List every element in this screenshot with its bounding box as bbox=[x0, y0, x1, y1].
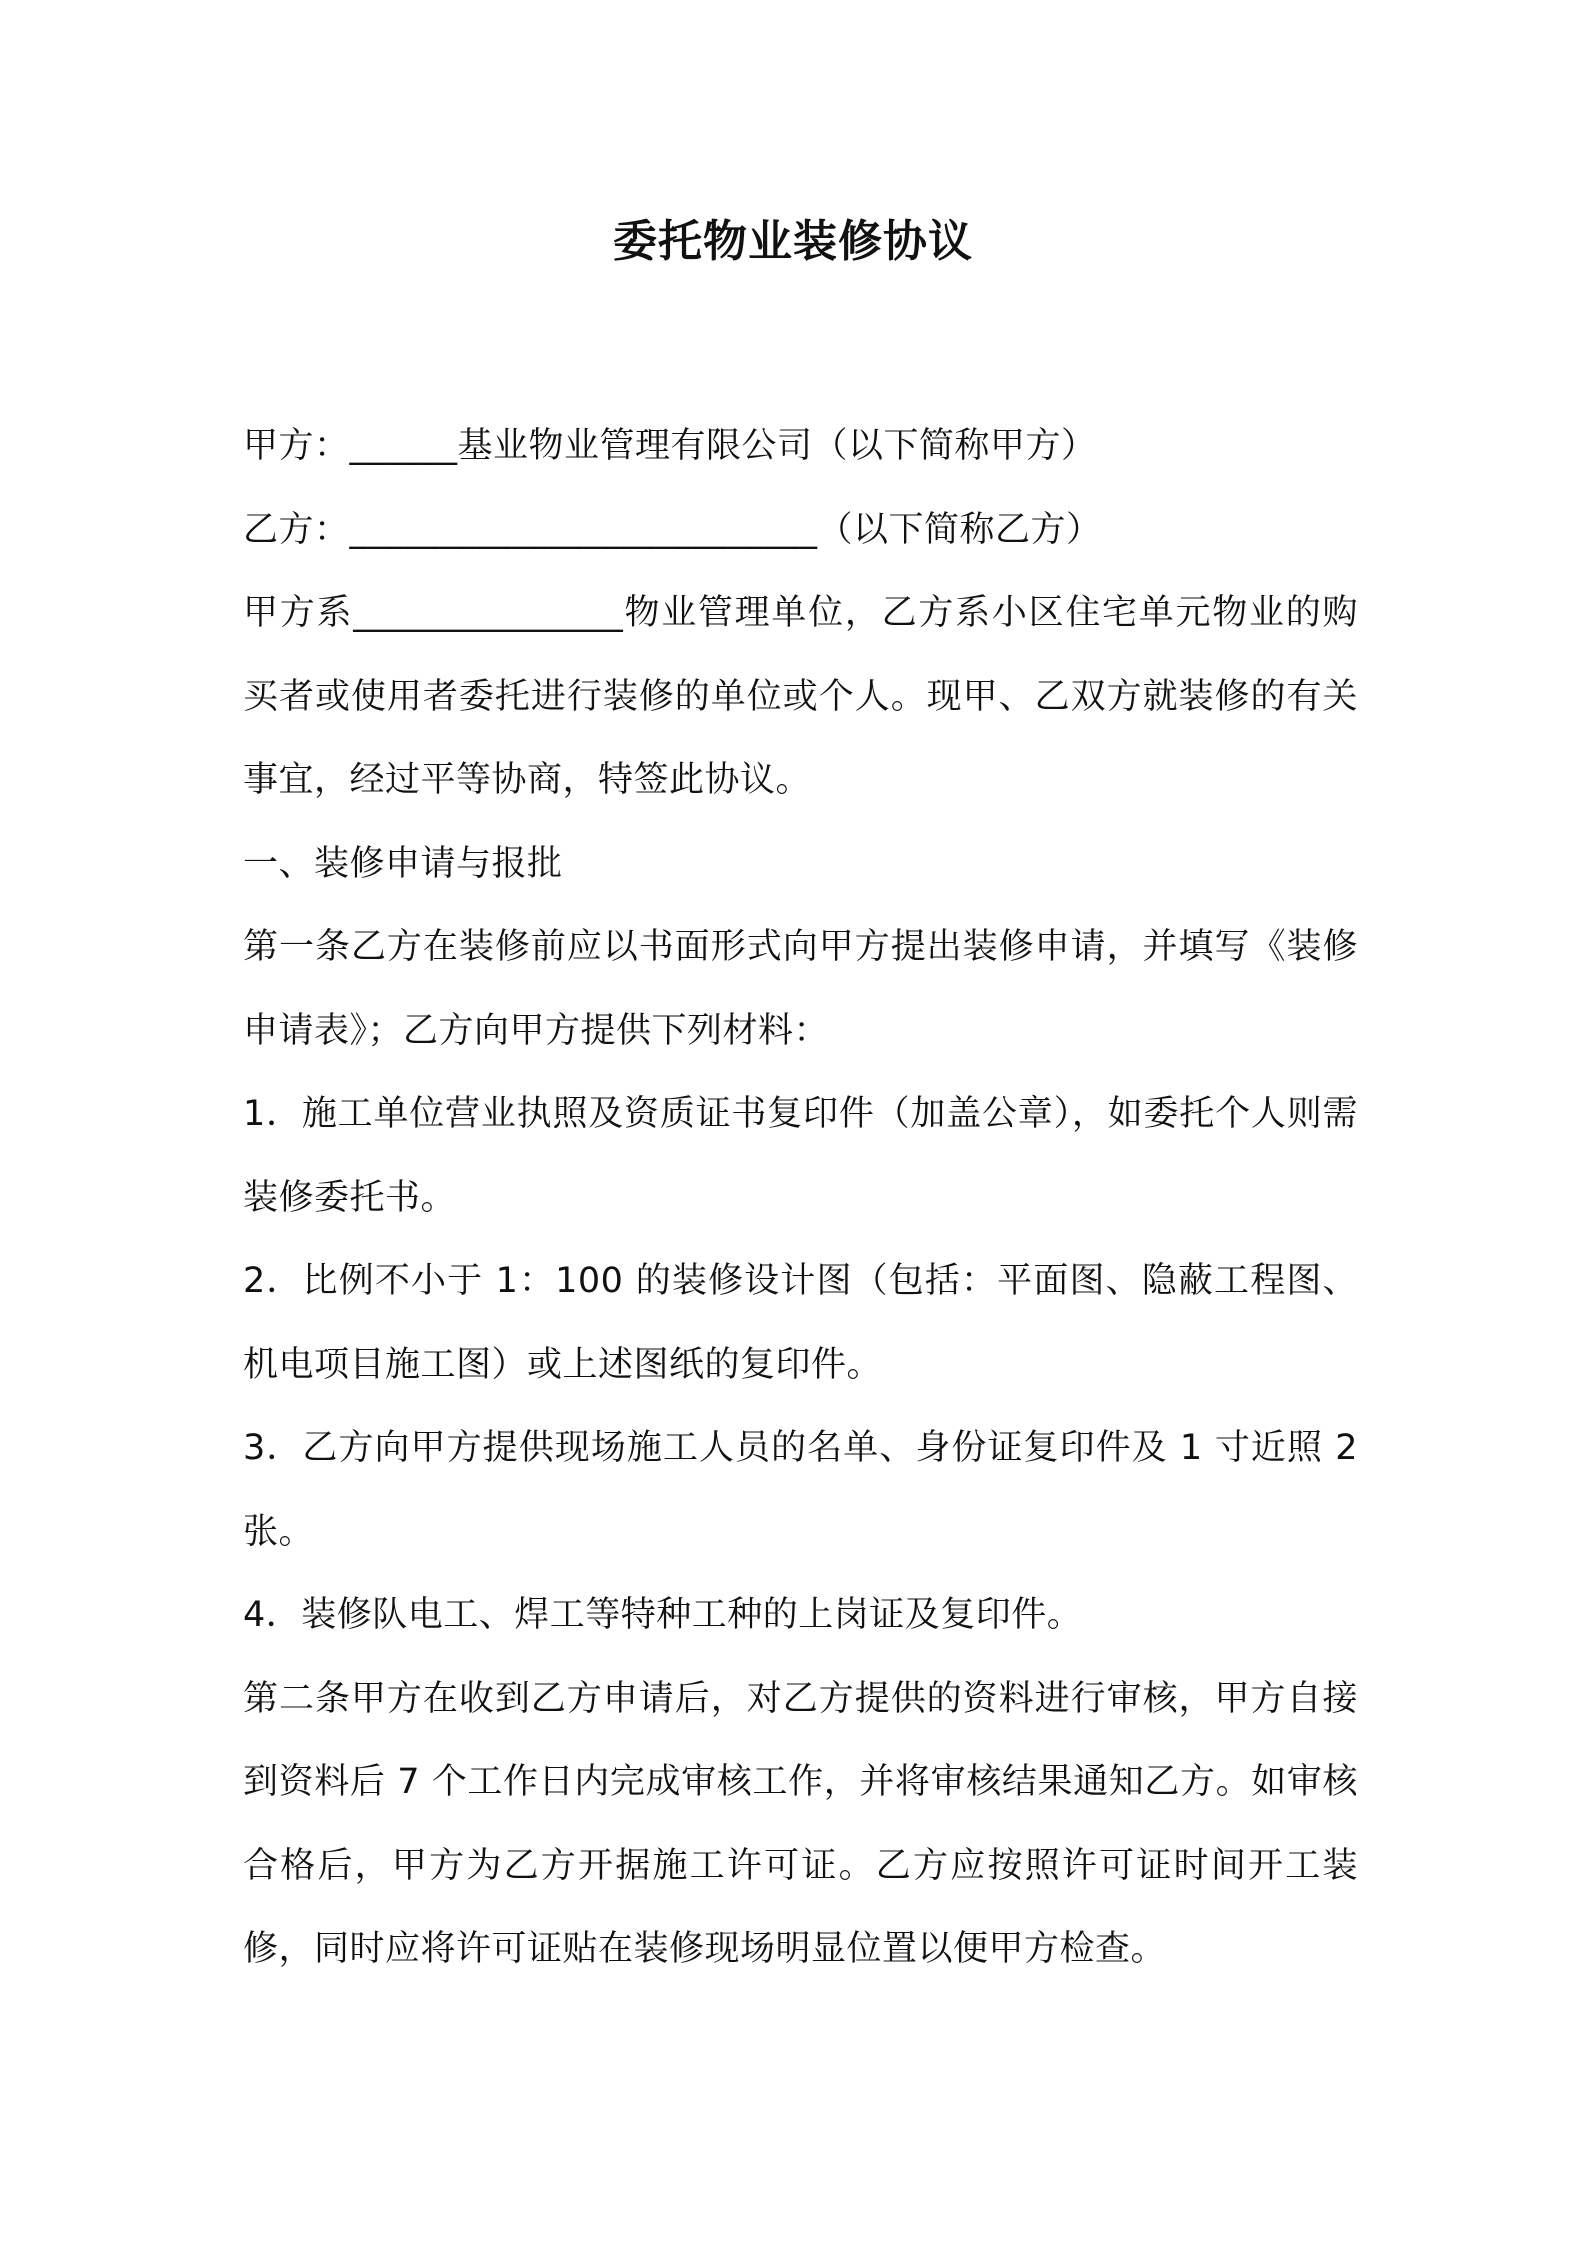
list-item-4: 4．装修队电工、焊工等特种工种的上岗证及复印件。 bbox=[243, 1595, 1083, 1635]
list-item-2: 2．比例不小于 1：100 的装修设计图（包括：平面图、隐蔽工程图、机电项目施工图）或上述图纸的复印件。 bbox=[243, 1261, 1358, 1385]
section-heading: 一、装修申请与报批 bbox=[243, 843, 563, 884]
party-b-line: 乙方：__________________________（以下简称乙方） bbox=[243, 509, 1102, 550]
article-1: 第一条乙方在装修前应以书面形式向甲方提出装修申请，并填写《装修申请表》；乙方向甲方提供下列材料： bbox=[243, 927, 1358, 1051]
list-item-1: 1．施工单位营业执照及资质证书复印件（加盖公章），如委托个人则需装修委托书。 bbox=[243, 1094, 1358, 1218]
party-a-line: 甲方：______基业物业管理有限公司（以下简称甲方） bbox=[243, 426, 1097, 466]
article-2: 第二条甲方在收到乙方申请后，对乙方提供的资料进行审核，甲方自接到资料后 7 个工作日内完成审核工作，并将审核结果通知乙方。如审核合格后，甲方为乙方开据施工许可证。乙方应按照许可证时间开工装修，同时应将许可证贴在装修现场明显位置以便甲方检查。 bbox=[243, 1678, 1358, 1969]
intro-paragraph: 甲方系_______________物业管理单位，乙方系小区住宅单元物业的购买者或使用者委托进行装修的单位或个人。现甲、乙双方就装修的有关事宜，经过平等协商，特签此协议。 bbox=[243, 593, 1358, 800]
document-title: 委托物业装修协议 bbox=[613, 216, 973, 267]
list-item-3: 3．乙方向甲方提供现场施工人员的名单、身份证复印件及 1 寸近照 2 张。 bbox=[243, 1428, 1358, 1552]
document-body bbox=[243, 405, 1358, 1992]
